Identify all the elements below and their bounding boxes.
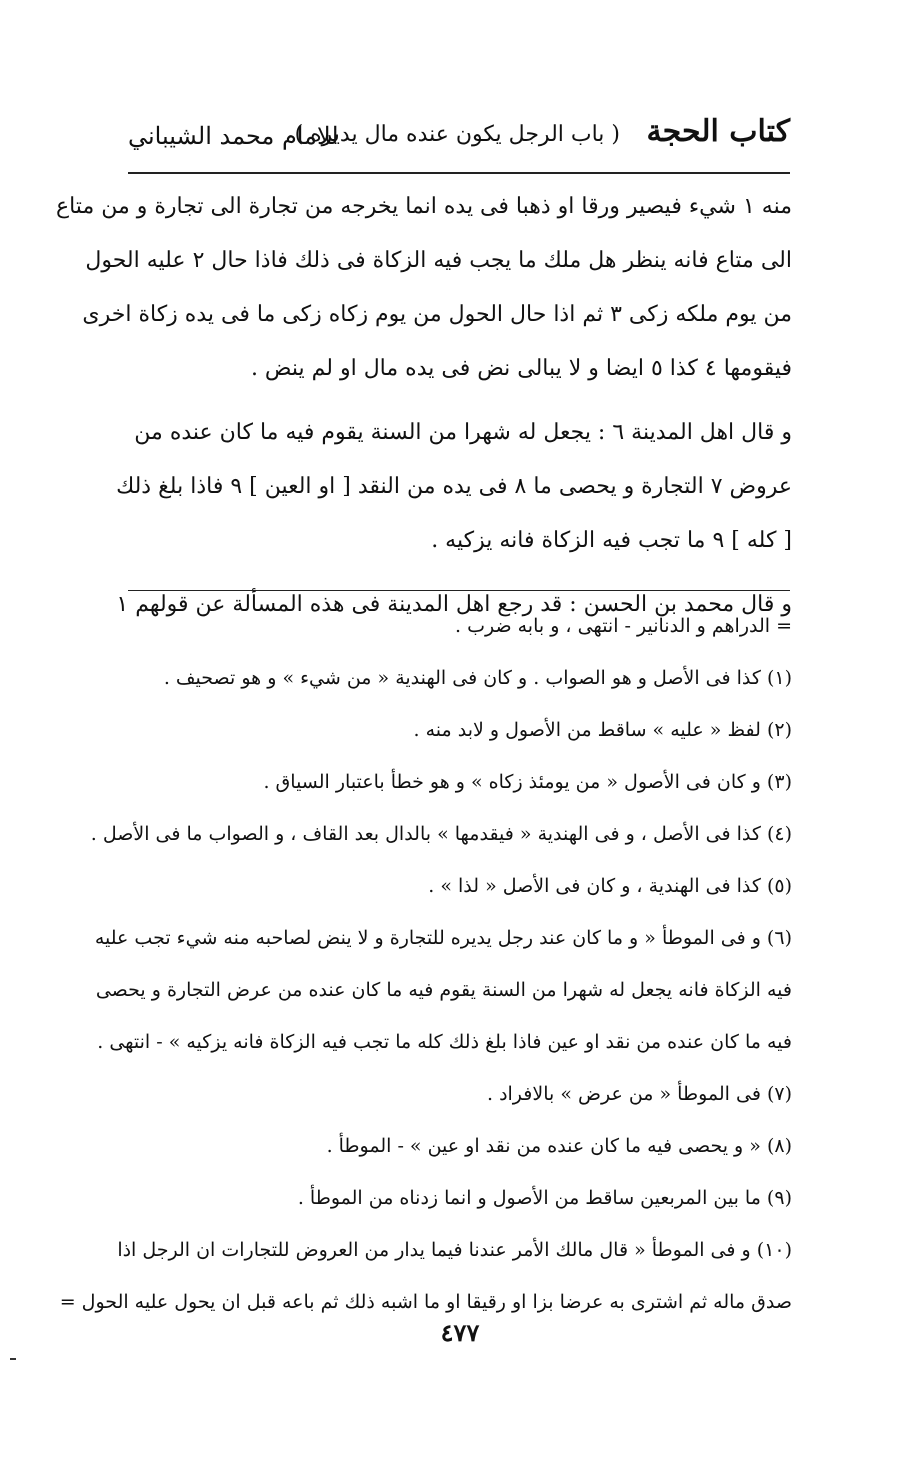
footnotes — [59, 600, 792, 1328]
text-line: عروض ٧ التجارة و يحصى ما ٨ فى يده من النقد [ او العين ] ٩ فاذا بلغ ذلك — [116, 474, 792, 499]
footnote-line: (٦) و فى الموطأ « و ما كان عند رجل يديره للتجارة و لا ينض لصاحبه منه شيء تجب عليه — [94, 927, 792, 949]
scan-speck — [10, 1358, 16, 1360]
footnote-separator — [128, 590, 790, 591]
footnote-line: (٥) كذا فى الهندية ، و كان فى الأصل « لذا » . — [428, 875, 792, 897]
text-line: الى متاع فانه ينظر هل ملك ما يجب فيه الزكاة فى ذلك فاذا حال ٢ عليه الحول — [85, 248, 792, 273]
main-text — [55, 180, 792, 632]
footnote-line: (١٠) و فى الموطأ « قال مالك الأمر عندنا فيما يدار من العروض للتجارات ان الرجل اذا — [117, 1239, 792, 1261]
footnote-line: (٩) ما بين المربعين ساقط من الأصول و انما زدناه من الموطأ . — [297, 1187, 792, 1209]
text-line: و قال اهل المدينة ٦ : يجعل له شهرا من السنة يقوم فيه ما كان عنده من — [134, 420, 792, 445]
footnote-line: صدق ماله ثم اشترى به عرضا بزا او رقيقا او ما اشبه ذلك ثم باعه قبل ان يحول عليه الحول = — [59, 1291, 792, 1313]
footnote-line: (٧) فى الموطأ « من عرض » بالافراد . — [486, 1083, 792, 1105]
author-name: للامام محمد الشيباني — [128, 122, 339, 150]
text-line: منه ١ شيء فيصير ورقا او ذهبا فى يده انما يخرجه من تجارة الى تجارة و من متاع — [55, 194, 792, 219]
text-line: [ كله ] ٩ ما تجب فيه الزكاة فانه يزكيه . — [431, 528, 792, 553]
footnote-line: (٤) كذا فى الأصل ، و فى الهندية « فيقدمها » بالدال بعد القاف ، و الصواب ما فى الأصل . — [90, 823, 792, 845]
footnote-line: = الدراهم و الدنانير - انتهى ، و بابه ضرب . — [455, 615, 792, 637]
footnote-line: فيه الزكاة فانه يجعل له شهرا من السنة يقوم فيه ما كان عنده من عرض التجارة و يحصى — [95, 979, 792, 1001]
footnote-line: فيه ما كان عنده من نقد او عين فاذا بلغ ذلك كله ما تجب فيه الزكاة فانه يزكيه » - انتهى . — [97, 1031, 792, 1053]
book-title: كتاب الحجة — [646, 114, 790, 149]
text-line: من يوم ملكه زكى ٣ ثم اذا حال الحول من يوم زكاه زكى ما فى يده زكاة اخرى — [82, 302, 792, 327]
header-rule — [128, 172, 790, 174]
chapter-title: ( باب الرجل يكون عنده مال يديره ) — [294, 122, 620, 147]
text-line: فيقومها ٤ كذا ٥ ايضا و لا يبالى نض فى يده مال او لم ينض . — [250, 356, 792, 381]
footnote-line: (١) كذا فى الأصل و هو الصواب . و كان فى الهندية « من شيء » و هو تصحيف . — [163, 667, 792, 689]
page-number: ٤٧٧ — [440, 1318, 480, 1347]
footnote-line: (٢) لفظ « عليه » ساقط من الأصول و لابد منه . — [413, 719, 792, 741]
running-header — [128, 108, 790, 170]
footnote-line: (٣) و كان فى الأصول « من يومئذ زكاه » و هو خطأ باعتبار السياق . — [263, 771, 792, 793]
text-line: و قال محمد بن الحسن : قد رجع اهل المدينة فى هذه المسألة عن قولهم ١ — [116, 592, 792, 617]
footnote-line: (٨) « و يحصى فيه ما كان عنده من نقد او عين » - الموطأ . — [326, 1135, 792, 1157]
